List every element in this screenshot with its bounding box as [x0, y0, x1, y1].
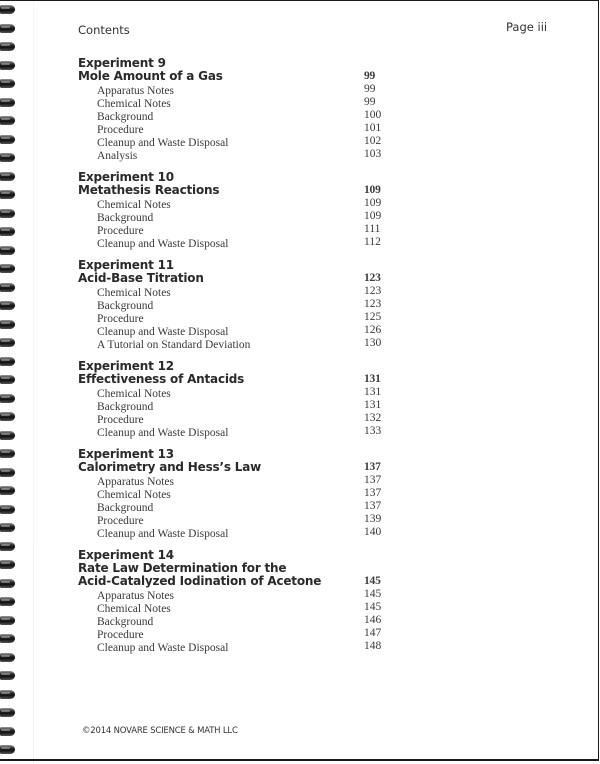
spiral-coil-icon — [0, 616, 15, 625]
spiral-coil-icon — [0, 468, 15, 477]
experiment-title: Mole Amount of a Gas — [78, 69, 223, 83]
binding-shadow — [33, 1, 34, 764]
spiral-coil-icon — [0, 653, 15, 662]
toc-entry[interactable] — [78, 487, 398, 500]
toc-entry[interactable] — [78, 223, 398, 236]
toc-entry-title: Background — [97, 616, 154, 628]
spiral-coil-icon — [0, 153, 15, 162]
spiral-coil-icon — [0, 486, 15, 495]
page-number: 133 — [364, 425, 382, 437]
page-number: 99 — [364, 83, 376, 95]
experiment-title: Calorimetry and Hess’s Law — [78, 460, 261, 474]
spiral-coil-icon — [0, 227, 15, 236]
spiral-coil-icon — [0, 61, 15, 70]
page-number: 140 — [364, 526, 382, 538]
toc-entry-title: Background — [97, 401, 154, 413]
page-number: 123 — [364, 272, 381, 284]
toc-entry-title: Chemical Notes — [97, 98, 171, 110]
toc-entry[interactable] — [78, 324, 398, 337]
page-number: 99 — [364, 96, 376, 108]
toc-entry-title: Apparatus Notes — [97, 476, 174, 488]
spiral-coil-icon — [0, 708, 15, 717]
toc-entry[interactable] — [78, 311, 398, 324]
page-number-label: Page iii — [506, 20, 548, 34]
toc-entry[interactable] — [78, 425, 398, 438]
page-number: 137 — [364, 474, 382, 486]
toc-experiment — [78, 56, 398, 161]
experiment-number: Experiment 11 — [78, 258, 174, 272]
spiral-coil-icon — [0, 690, 15, 699]
toc-entry-title: Chemical Notes — [97, 388, 171, 400]
page-number: 148 — [364, 640, 382, 652]
spiral-coil-icon — [0, 209, 15, 218]
toc-entry[interactable] — [78, 285, 398, 298]
page-number: 99 — [364, 70, 376, 82]
toc-entry[interactable] — [78, 83, 398, 96]
spiral-coil-icon — [0, 135, 15, 144]
spiral-coil-icon — [0, 320, 15, 329]
spiral-coil-icon — [0, 560, 15, 569]
spiral-coil-icon — [0, 745, 15, 754]
page-number: 109 — [364, 184, 381, 196]
toc-entry[interactable] — [78, 474, 398, 487]
page-number: 123 — [364, 298, 382, 310]
spiral-coil-icon — [0, 338, 15, 347]
page-number: 147 — [364, 627, 382, 639]
page-number: 102 — [364, 135, 382, 147]
experiment-title: Metathesis Reactions — [78, 183, 220, 197]
spiral-coil-icon — [0, 246, 15, 255]
toc-experiment — [78, 258, 398, 350]
toc-entry[interactable] — [78, 386, 398, 399]
page-number: 137 — [364, 500, 382, 512]
page-number: 101 — [364, 122, 382, 134]
page-number: 131 — [364, 373, 381, 385]
toc-entry[interactable] — [78, 197, 398, 210]
spiral-coil-icon — [0, 579, 15, 588]
experiment-title: Rate Law Determination for the — [78, 561, 287, 575]
toc-entry-title: Cleanup and Waste Disposal — [97, 528, 229, 540]
toc-entry-title: Cleanup and Waste Disposal — [97, 642, 229, 654]
page-number: 145 — [364, 575, 381, 587]
spiral-coil-icon — [0, 357, 15, 366]
toc-experiment — [78, 170, 398, 249]
toc-entry-title: Procedure — [97, 313, 144, 325]
spiral-coil-icon — [0, 172, 15, 181]
experiment-number: Experiment 9 — [78, 56, 166, 70]
toc-entry-title: Background — [97, 111, 154, 123]
experiment-title-row[interactable] — [78, 272, 398, 285]
toc-entry[interactable] — [78, 337, 398, 350]
experiment-title-row[interactable] — [78, 373, 398, 386]
toc-entry-title: Cleanup and Waste Disposal — [97, 326, 229, 338]
toc-entry[interactable] — [78, 412, 398, 425]
spiral-coil-icon — [0, 79, 15, 88]
toc-entry[interactable] — [78, 135, 398, 148]
toc-entry-title: Apparatus Notes — [97, 85, 174, 97]
spiral-coil-icon — [0, 190, 15, 199]
toc-entry[interactable] — [78, 513, 398, 526]
toc-entry-title: Chemical Notes — [97, 603, 171, 615]
spiral-coil-icon — [0, 597, 15, 606]
toc-entry-title: Chemical Notes — [97, 489, 171, 501]
toc-entry-title: Apparatus Notes — [97, 590, 174, 602]
spiral-coil-icon — [0, 264, 15, 273]
toc-entry-title: Procedure — [97, 629, 144, 641]
spiral-coil-icon — [0, 116, 15, 125]
spiral-coil-icon — [0, 42, 15, 51]
spiral-coil-icon — [0, 449, 15, 458]
experiment-number: Experiment 14 — [78, 548, 174, 562]
toc-entry[interactable] — [78, 640, 398, 653]
experiment-title-row[interactable] — [78, 575, 398, 588]
toc-entry[interactable] — [78, 526, 398, 539]
page-number: 132 — [364, 412, 382, 424]
page-number: 126 — [364, 324, 382, 336]
spiral-coil-icon — [0, 634, 15, 643]
toc-entry[interactable] — [78, 236, 398, 249]
toc-entry-title: Background — [97, 212, 154, 224]
toc-entry-title: A Tutorial on Standard Deviation — [97, 339, 251, 351]
spiral-coil-icon — [0, 5, 15, 14]
toc-entry-title: Chemical Notes — [97, 199, 171, 211]
spiral-coil-icon — [0, 505, 15, 514]
spiral-coil-icon — [0, 301, 15, 310]
spiral-coil-icon — [0, 375, 15, 384]
toc-entry[interactable] — [78, 614, 398, 627]
experiment-title-row[interactable] — [78, 461, 398, 474]
spiral-coil-icon — [0, 412, 15, 421]
toc-entry-title: Procedure — [97, 414, 144, 426]
toc-entry[interactable] — [78, 109, 398, 122]
page-number: 137 — [364, 461, 381, 473]
spiral-binding — [0, 0, 20, 763]
page-number: 109 — [364, 197, 382, 209]
page-number: 109 — [364, 210, 382, 222]
toc-entry-title: Chemical Notes — [97, 287, 171, 299]
page-number: 112 — [364, 236, 381, 248]
toc-entry-title: Analysis — [97, 150, 138, 162]
experiment-title: Acid-Catalyzed Iodination of Acetone — [78, 574, 322, 588]
toc-experiment — [78, 447, 398, 539]
spiral-coil-icon — [0, 283, 15, 292]
spiral-coil-icon — [0, 98, 15, 107]
toc-entry-title: Procedure — [97, 124, 144, 136]
toc-entry[interactable] — [78, 399, 398, 412]
copyright-footer: ©2014 NOVARE SCIENCE & MATH LLC — [82, 726, 238, 736]
experiment-number: Experiment 10 — [78, 170, 174, 184]
page-number: 145 — [364, 588, 382, 600]
toc-entry-title: Procedure — [97, 515, 144, 527]
running-header-section: Contents — [78, 23, 130, 37]
toc-entry-title: Cleanup and Waste Disposal — [97, 238, 229, 250]
page-number: 145 — [364, 601, 382, 613]
toc-entry[interactable] — [78, 122, 398, 135]
toc-entry[interactable] — [78, 588, 398, 601]
experiment-number: Experiment 13 — [78, 447, 174, 461]
page-number: 123 — [364, 285, 382, 297]
toc-entry-title: Background — [97, 300, 154, 312]
page-number: 137 — [364, 487, 382, 499]
toc-entry[interactable] — [78, 500, 398, 513]
toc-entry-title: Procedure — [97, 225, 144, 237]
experiment-title-row[interactable] — [78, 70, 398, 83]
experiment-title-row[interactable] — [78, 184, 398, 197]
spiral-coil-icon — [0, 523, 15, 532]
toc-entry[interactable] — [78, 96, 398, 109]
page-number: 111 — [364, 223, 381, 235]
page-number: 139 — [364, 513, 382, 525]
toc-entry-title: Background — [97, 502, 154, 514]
spiral-coil-icon — [0, 394, 15, 403]
spiral-coil-icon — [0, 727, 15, 736]
toc-experiment — [78, 359, 398, 438]
toc-entry[interactable] — [78, 298, 398, 311]
page-number: 103 — [364, 148, 382, 160]
toc-entry[interactable] — [78, 601, 398, 614]
toc-entry[interactable] — [78, 148, 398, 161]
toc-experiment — [78, 548, 398, 653]
page-number: 131 — [364, 386, 382, 398]
spiral-coil-icon — [0, 542, 15, 551]
toc-entry-title: Cleanup and Waste Disposal — [97, 427, 229, 439]
table-of-contents — [78, 56, 398, 662]
spiral-coil-icon — [0, 24, 15, 33]
experiment-title: Acid-Base Titration — [78, 271, 204, 285]
page-number: 146 — [364, 614, 382, 626]
experiment-title: Effectiveness of Antacids — [78, 372, 245, 386]
spiral-coil-icon — [0, 671, 15, 680]
page-number: 125 — [364, 311, 382, 323]
toc-entry-title: Cleanup and Waste Disposal — [97, 137, 229, 149]
page-number: 100 — [364, 109, 382, 121]
toc-entry[interactable] — [78, 627, 398, 640]
page-number: 130 — [364, 337, 382, 349]
experiment-number: Experiment 12 — [78, 359, 174, 373]
spiral-coil-icon — [0, 431, 15, 440]
page-number: 131 — [364, 399, 382, 411]
toc-entry[interactable] — [78, 210, 398, 223]
